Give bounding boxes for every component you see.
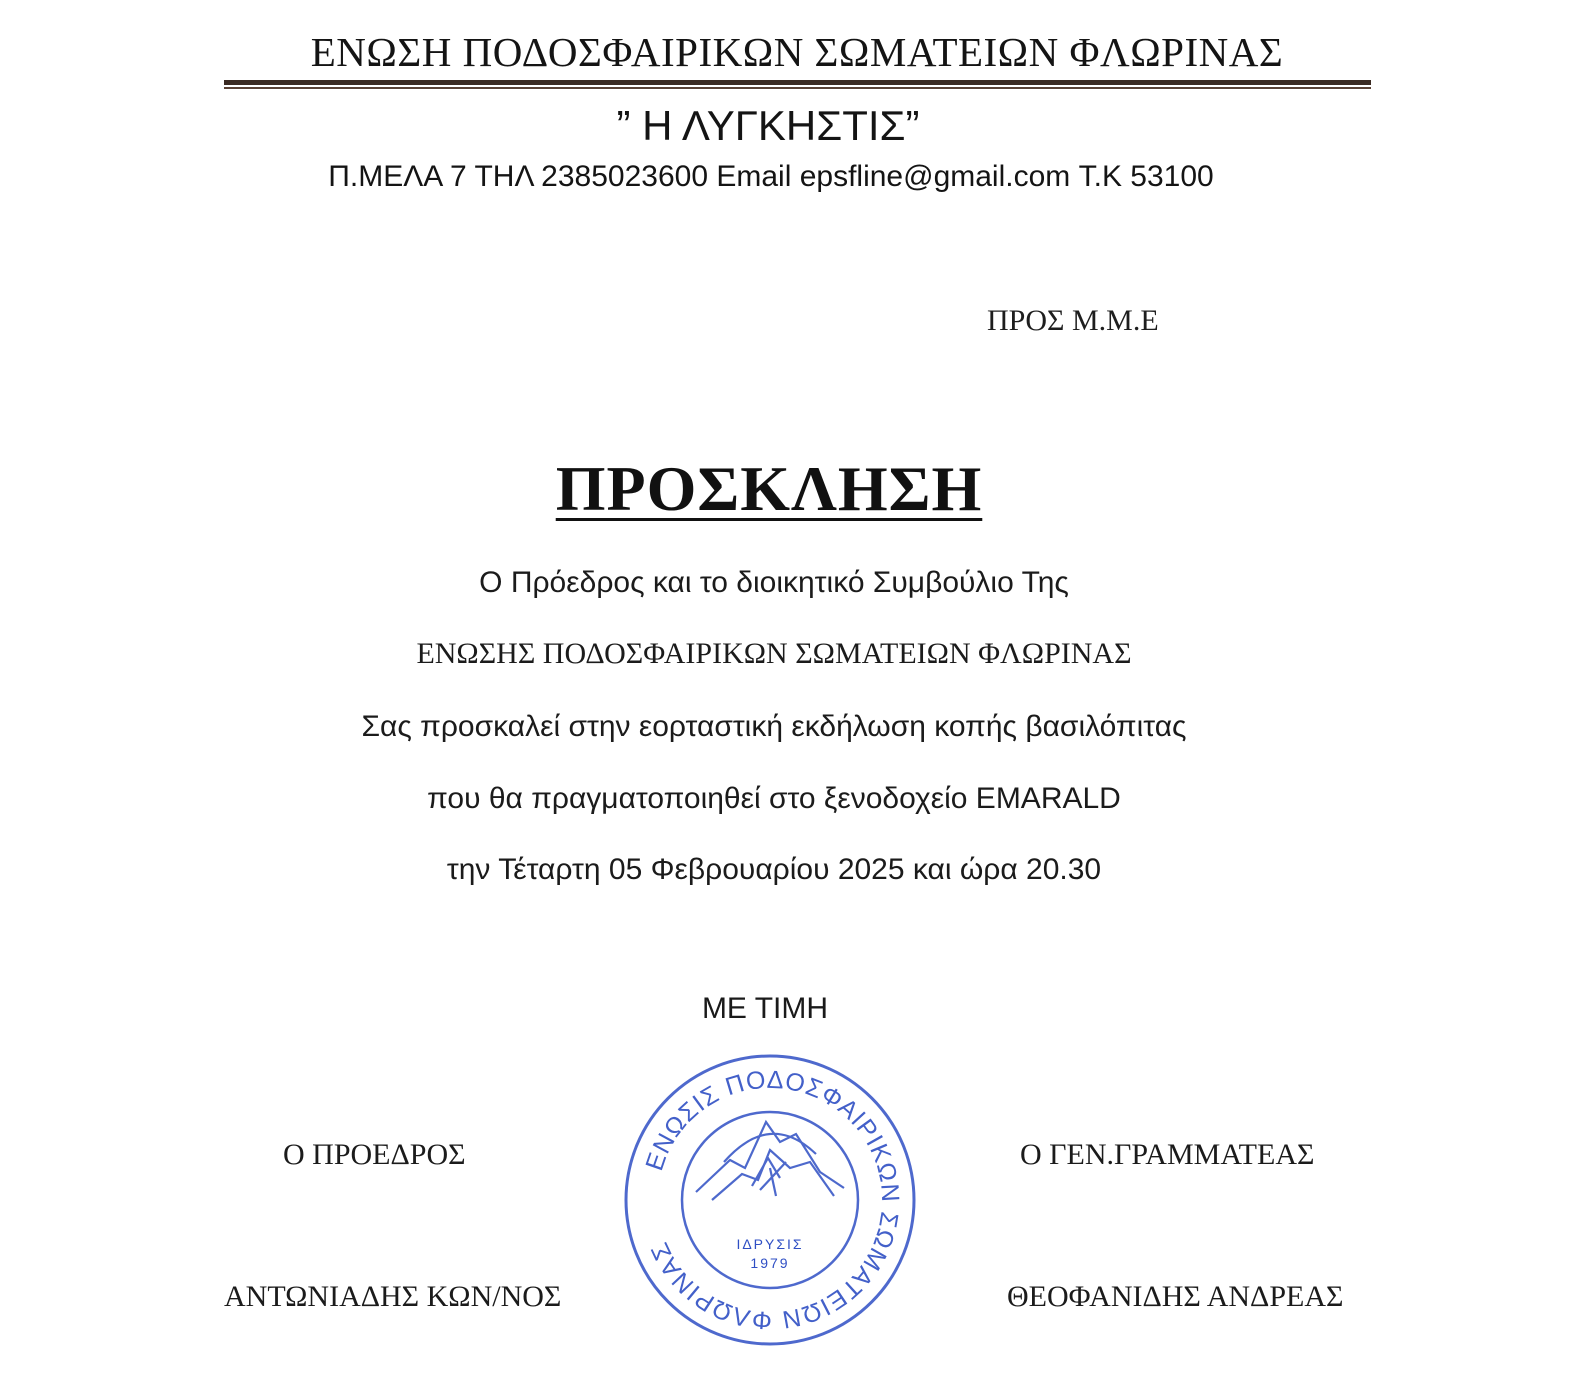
seal-outer-ring — [626, 1056, 914, 1344]
seal-ring-text: ΕΝΩΣΙΣ ΠΟΔΟΣΦΑΙΡΙΚΩΝ ΣΩΜΑΤΕΙΩΝ ΦΛΩΡΙΝΑΣ — [640, 1065, 905, 1335]
secretary-name: ΘΕΟΦΑΝΙΔΗΣ ΑΝΔΡΕΑΣ — [1007, 1280, 1344, 1313]
organization-title: ΕΝΩΣΗ ΠΟΔΟΣΦΑΙΡΙΚΩΝ ΣΩΜΑΤΕΙΩΝ ΦΛΩΡΙΝΑΣ — [310, 29, 1284, 75]
body-line: Σας προσκαλεί στην εορταστική εκδήλωση κοπής βασιλόπιτας — [361, 710, 1187, 743]
secretary-role: Ο ΓΕΝ.ΓΡΑΜΜΑΤΕΑΣ — [1020, 1138, 1315, 1171]
official-seal-stamp — [620, 1050, 920, 1350]
seal-founded-label: ΙΔΡΥΣΙΣ — [736, 1236, 804, 1252]
header-rule — [224, 80, 1371, 85]
body-line: που θα πραγματοποιηθεί στο ξενοδοχείο EMARALD — [427, 782, 1121, 815]
closing-salutation: ΜΕ ΤΙΜΗ — [701, 992, 829, 1025]
recipient: ΠΡΟΣ Μ.Μ.Ε — [987, 304, 1159, 337]
seal-founded-year: 1979 — [750, 1255, 790, 1271]
document-heading: ΠΡΟΣΚΛΗΣΗ — [555, 453, 983, 524]
contact-line: Π.ΜΕΛΑ 7 ΤΗΛ 2385023600 Email epsfline@gmail.com Τ.Κ 53100 — [328, 160, 1214, 193]
mountain-icon — [696, 1122, 844, 1200]
body-line: Ο Πρόεδρος και το διοικητικό Συμβούλιο Της — [479, 566, 1069, 599]
club-name: ” Η ΛΥΓΚΗΣΤΙΣ” — [616, 102, 920, 149]
president-role: Ο ΠΡΟΕΔΡΟΣ — [283, 1138, 466, 1171]
body-line: την Τέταρτη 05 Φεβρουαρίου 2025 και ώρα 20.30 — [446, 853, 1102, 886]
president-name: ΑΝΤΩΝΙΑΔΗΣ ΚΩΝ/ΝΟΣ — [224, 1280, 562, 1313]
header-rule-thin — [224, 87, 1371, 89]
body-line: ΕΝΩΣΗΣ ΠΟΔΟΣΦΑΙΡΙΚΩΝ ΣΩΜΑΤΕΙΩΝ ΦΛΩΡΙΝΑΣ — [416, 637, 1132, 670]
